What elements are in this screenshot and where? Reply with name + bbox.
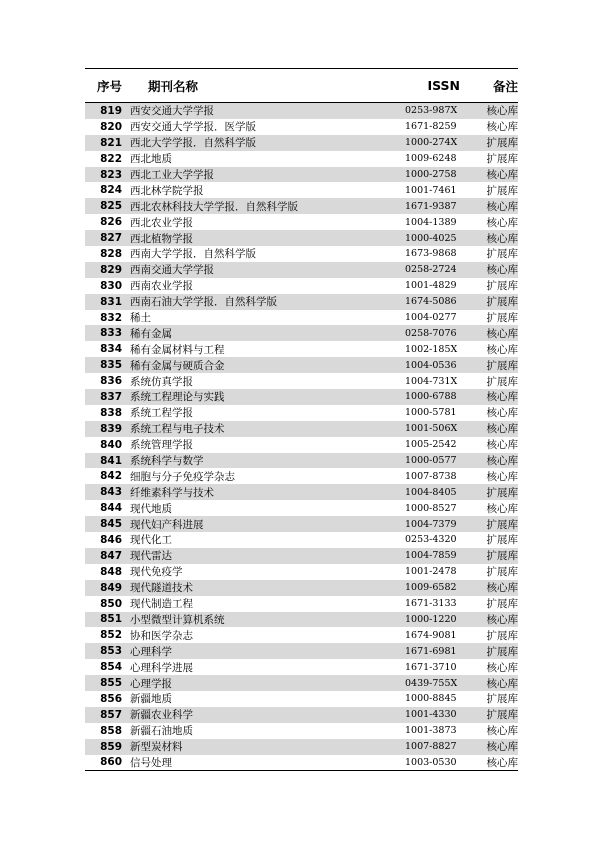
row-number: 840 [100, 438, 122, 451]
issn-value: 1674-9081 [405, 629, 457, 641]
row-number: 854 [100, 661, 122, 674]
row-number: 858 [100, 724, 122, 737]
issn-value: 1674-5086 [405, 296, 457, 308]
issn-value: 1671-3133 [405, 598, 457, 610]
row-number: 841 [100, 454, 122, 467]
issn-value: 0253-4320 [405, 534, 457, 546]
library-note: 核心库 [486, 423, 518, 436]
issn-value: 1671-8259 [405, 121, 457, 133]
table-row [85, 675, 518, 691]
journal-name: 现代雷达 [130, 550, 172, 563]
table-body [85, 103, 518, 770]
table-row [85, 103, 518, 119]
row-number: 860 [100, 756, 122, 769]
library-note: 核心库 [486, 725, 518, 738]
table-row [85, 198, 518, 214]
row-number: 851 [100, 613, 122, 626]
row-number: 821 [100, 136, 122, 149]
row-number: 849 [100, 581, 122, 594]
issn-value: 1001-7461 [405, 184, 457, 196]
library-note: 核心库 [486, 741, 518, 754]
library-note: 扩展库 [486, 550, 518, 563]
journal-name: 协和医学杂志 [130, 629, 193, 642]
journal-name: 心理科学进展 [130, 661, 193, 674]
journal-name: 稀有金属材料与工程 [130, 343, 225, 356]
issn-value: 1671-3710 [405, 661, 457, 673]
row-number: 823 [100, 168, 122, 181]
row-number: 829 [100, 263, 122, 276]
row-number: 848 [100, 565, 122, 578]
journal-name: 新疆农业科学 [130, 709, 193, 722]
issn-value: 1009-6248 [405, 153, 457, 165]
header-issn: ISSN [427, 78, 460, 93]
journal-name: 西南石油大学学报．自然科学版 [130, 296, 277, 309]
row-number: 842 [100, 470, 122, 483]
journal-name: 系统科学与数学 [130, 455, 204, 468]
issn-value: 1000-8845 [405, 693, 457, 705]
library-note: 扩展库 [486, 534, 518, 547]
library-note: 扩展库 [486, 375, 518, 388]
library-note: 核心库 [486, 264, 518, 277]
row-number: 845 [100, 518, 122, 531]
table-row [85, 437, 518, 453]
row-number: 846 [100, 533, 122, 546]
issn-value: 1001-4829 [405, 280, 457, 292]
journal-name: 现代制造工程 [130, 598, 193, 611]
journal-name: 系统工程理论与实践 [130, 391, 225, 404]
row-number: 838 [100, 406, 122, 419]
library-note: 扩展库 [486, 359, 518, 372]
table-row [85, 723, 518, 739]
library-note: 扩展库 [486, 312, 518, 325]
row-number: 859 [100, 740, 122, 753]
issn-value: 0258-7076 [405, 327, 457, 339]
table-row [85, 691, 518, 707]
library-note: 扩展库 [486, 296, 518, 309]
row-number: 839 [100, 422, 122, 435]
library-note: 核心库 [486, 677, 518, 690]
issn-value: 1007-8827 [405, 741, 457, 753]
library-note: 核心库 [486, 455, 518, 468]
table-row [85, 627, 518, 643]
table-row [85, 278, 518, 294]
journal-name: 稀有金属与硬质合金 [130, 359, 225, 372]
header-note: 备注 [492, 78, 518, 94]
table-row [85, 373, 518, 389]
row-number: 822 [100, 152, 122, 165]
journal-name: 西北大学学报．自然科学版 [130, 137, 256, 150]
library-note: 核心库 [486, 613, 518, 626]
row-number: 856 [100, 692, 122, 705]
row-number: 843 [100, 486, 122, 499]
issn-value: 1000-2758 [405, 169, 457, 180]
library-note: 扩展库 [486, 486, 518, 499]
table-row [85, 739, 518, 755]
journal-name: 现代地质 [130, 502, 172, 515]
library-note: 扩展库 [486, 248, 518, 261]
library-note: 扩展库 [486, 629, 518, 642]
journal-name: 现代妇产科进展 [130, 518, 204, 531]
journal-name: 西北农业学报 [130, 216, 193, 229]
issn-value: 1000-4025 [405, 232, 457, 244]
table-row [85, 548, 518, 564]
journal-name: 系统仿真学报 [130, 375, 193, 388]
issn-value: 1671-9387 [405, 200, 457, 212]
issn-value: 1002-185X [405, 343, 458, 355]
journal-name: 现代免疫学 [130, 566, 183, 579]
library-note: 核心库 [486, 200, 518, 213]
table-row [85, 500, 518, 516]
library-note: 核心库 [486, 232, 518, 245]
issn-value: 1000-5781 [405, 407, 457, 419]
journal-table [85, 68, 518, 771]
table-row [85, 262, 518, 278]
issn-value: 0439-755X [405, 677, 458, 689]
table-row [85, 707, 518, 723]
header-no: 序号 [96, 78, 122, 94]
journal-name: 系统工程与电子技术 [130, 423, 225, 436]
library-note: 扩展库 [486, 137, 518, 150]
journal-name: 西南交通大学学报 [130, 264, 214, 277]
library-note: 核心库 [486, 502, 518, 515]
issn-value: 1673-9868 [405, 248, 457, 260]
issn-value: 0253-987X [405, 105, 458, 117]
row-number: 837 [100, 390, 122, 403]
library-note: 核心库 [486, 661, 518, 674]
table-row [85, 151, 518, 167]
library-note: 扩展库 [486, 709, 518, 722]
issn-value: 1004-7379 [405, 518, 457, 530]
table-row [85, 119, 518, 135]
library-note: 核心库 [486, 391, 518, 404]
table-row [85, 564, 518, 580]
issn-value: 1000-0577 [405, 455, 457, 467]
row-number: 850 [100, 597, 122, 610]
table-row [85, 214, 518, 230]
issn-value: 1000-1220 [405, 613, 457, 625]
table-row [85, 484, 518, 500]
row-number: 835 [100, 359, 122, 372]
issn-value: 1671-6981 [405, 645, 457, 657]
row-number: 834 [100, 343, 122, 356]
library-note: 核心库 [486, 169, 518, 181]
row-number: 831 [100, 295, 122, 308]
journal-name: 西北农林科技大学学报．自然科学版 [130, 200, 298, 213]
row-number: 819 [100, 104, 122, 117]
library-note: 核心库 [486, 121, 518, 134]
library-note: 扩展库 [486, 153, 518, 166]
issn-value: 1000-6788 [405, 391, 457, 403]
row-number: 833 [100, 327, 122, 340]
row-number: 844 [100, 502, 122, 515]
journal-name: 心理科学 [130, 645, 172, 658]
table-row [85, 341, 518, 357]
journal-name: 新疆石油地质 [130, 725, 193, 738]
library-note: 扩展库 [486, 280, 518, 293]
row-number: 830 [100, 279, 122, 292]
table-row [85, 230, 518, 246]
library-note: 核心库 [486, 343, 518, 356]
issn-value: 1001-506X [405, 423, 458, 435]
table-row [85, 357, 518, 373]
journal-name: 稀有金属 [130, 327, 172, 340]
library-note: 扩展库 [486, 693, 518, 706]
journal-name: 小型微型计算机系统 [130, 613, 225, 626]
journal-name: 西北林学院学报 [130, 184, 204, 197]
table-row [85, 167, 518, 183]
issn-value: 1000-8527 [405, 502, 457, 514]
library-note: 核心库 [486, 756, 518, 769]
row-number: 853 [100, 645, 122, 658]
journal-name: 西安交通大学学报 [130, 105, 214, 118]
row-number: 825 [100, 200, 122, 213]
issn-value: 1004-0277 [405, 312, 457, 324]
issn-value: 1004-731X [405, 375, 458, 387]
journal-name: 稀土 [130, 312, 151, 325]
table-row [85, 294, 518, 310]
table-row [85, 453, 518, 469]
table-row [85, 612, 518, 628]
table-row [85, 310, 518, 326]
journal-name: 心理学报 [130, 677, 172, 690]
row-number: 847 [100, 549, 122, 562]
journal-name: 系统工程学报 [130, 407, 193, 420]
journal-name: 信号处理 [130, 756, 172, 769]
row-number: 832 [100, 311, 122, 324]
journal-name: 西北植物学报 [130, 232, 193, 245]
issn-value: 1004-8405 [405, 486, 457, 498]
journal-name: 新疆地质 [130, 693, 172, 706]
row-number: 827 [100, 232, 122, 245]
issn-value: 1001-2478 [405, 566, 457, 578]
library-note: 核心库 [486, 216, 518, 229]
issn-value: 1003-0530 [405, 756, 457, 768]
issn-value: 1007-8738 [405, 470, 457, 482]
table-bottom-rule [85, 770, 518, 771]
table-row [85, 643, 518, 659]
issn-value: 1005-2542 [405, 439, 457, 451]
library-note: 核心库 [486, 105, 518, 118]
row-number: 826 [100, 216, 122, 229]
library-note: 扩展库 [486, 598, 518, 611]
table-row [85, 405, 518, 421]
row-number: 836 [100, 375, 122, 388]
table-header [85, 69, 518, 102]
journal-name: 西北地质 [130, 153, 172, 166]
journal-name: 现代隧道技术 [130, 582, 193, 595]
table-row [85, 182, 518, 198]
journal-name: 西安交通大学学报．医学版 [130, 121, 256, 134]
journal-name: 西南大学学报．自然科学版 [130, 248, 256, 261]
library-note: 扩展库 [486, 566, 518, 579]
library-note: 核心库 [486, 439, 518, 452]
row-number: 855 [100, 677, 122, 689]
issn-value: 1001-3873 [405, 725, 457, 737]
table-row [85, 468, 518, 484]
journal-name: 西南农业学报 [130, 280, 193, 293]
table-row [85, 325, 518, 341]
row-number: 852 [100, 629, 122, 642]
issn-value: 1000-274X [405, 137, 458, 149]
table-row [85, 389, 518, 405]
journal-name: 细胞与分子免疫学杂志 [130, 470, 235, 483]
issn-value: 1009-6582 [405, 582, 457, 594]
journal-name: 纤维素科学与技术 [130, 486, 214, 499]
journal-name: 新型炭材料 [130, 741, 183, 754]
table-row [85, 516, 518, 532]
library-note: 扩展库 [486, 184, 518, 197]
row-number: 824 [100, 184, 122, 197]
table-row [85, 659, 518, 675]
row-number: 857 [100, 708, 122, 721]
journal-name: 西北工业大学学报 [130, 169, 214, 181]
issn-value: 1004-0536 [405, 359, 457, 371]
journal-name: 现代化工 [130, 534, 172, 547]
library-note: 核心库 [486, 470, 518, 483]
table-row [85, 580, 518, 596]
row-number: 820 [100, 120, 122, 133]
table-row [85, 421, 518, 437]
library-note: 核心库 [486, 407, 518, 420]
issn-value: 1001-4330 [405, 709, 457, 721]
row-number: 828 [100, 247, 122, 260]
journal-name: 系统管理学报 [130, 439, 193, 452]
library-note: 扩展库 [486, 645, 518, 658]
table-row [85, 246, 518, 262]
issn-value: 1004-7859 [405, 550, 457, 562]
library-note: 核心库 [486, 582, 518, 595]
table-row [85, 755, 518, 771]
table-row [85, 596, 518, 612]
issn-value: 0258-2724 [405, 264, 457, 276]
issn-value: 1004-1389 [405, 216, 457, 228]
library-note: 扩展库 [486, 518, 518, 531]
table-row [85, 135, 518, 151]
library-note: 核心库 [486, 327, 518, 340]
table-row [85, 532, 518, 548]
header-name: 期刊名称 [148, 78, 199, 94]
